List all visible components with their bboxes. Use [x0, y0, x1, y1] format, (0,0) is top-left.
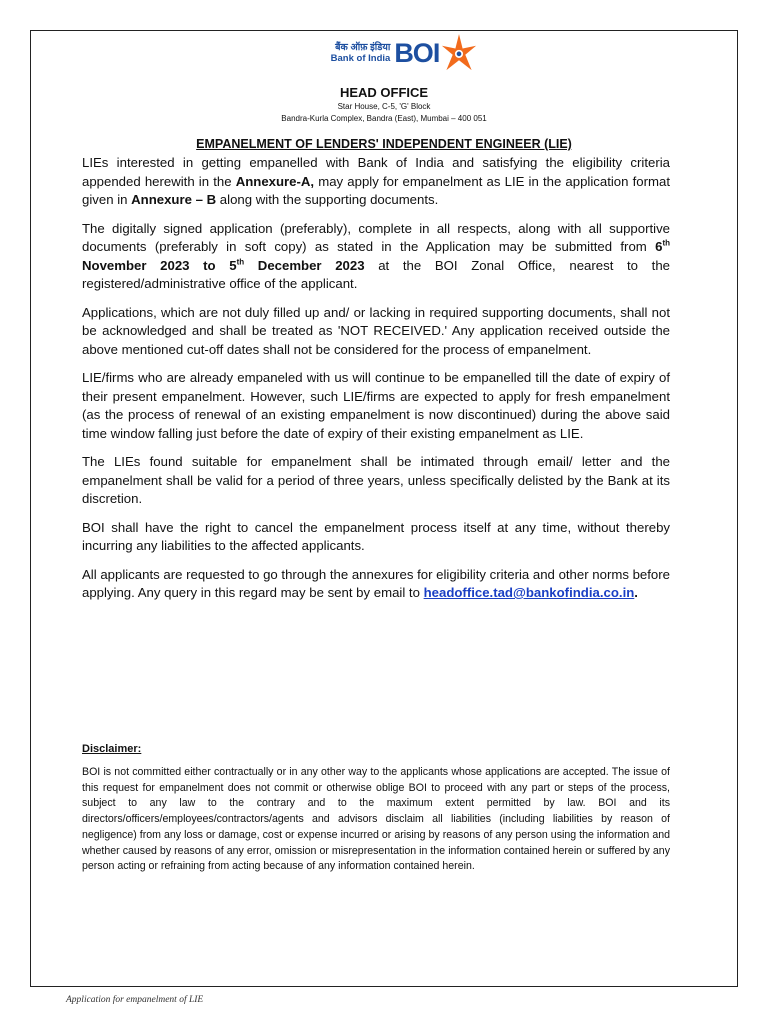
end-date: December 2023 [244, 257, 365, 273]
disclaimer-text: BOI is not committed either contractually or in any other way to the applicants whose applications are accepted. The issue of this request for empanelment does not commit or otherwise oblige BOI to proceed with any part or steps of the process, subject to any law to the contrary and to the maximum extent permitted by law. BOI and its directors/officers/employees/contractors/agents and advisors disclaim all liabilities (including liabilities by reason of negligence) from any loss or damage, cost or expense incurred or arising by reasons of any person using the information and whether caused by reasons of any error, omission or misrepresentation in the information contained herein or suffered by any person acting or refraining from acting because of any information contained herein. [82, 766, 670, 873]
text-run: . [634, 585, 638, 600]
logo-hindi-name: बैंक ऑफ़ इंडिया [335, 42, 391, 53]
paragraph-submission [82, 220, 670, 294]
paragraph-incomplete-applications: Applications, which are not duly filled up and/ or lacking in required supporting documents, shall not be acknowledged and shall be treated as 'NOT RECEIVED.' Any application received outside the above mentioned cut-off dates shall not be considered for the process of empanelment. [82, 304, 670, 357]
disclaimer-heading: Disclaimer: [82, 743, 142, 755]
text-run: along with the supporting documents. [216, 192, 439, 207]
start-day: 6 [655, 239, 663, 254]
logo-text [331, 42, 391, 64]
text-run: may apply for empanelment as LIE in the application format given in [82, 173, 670, 207]
date-range: November 2023 to 5 [82, 257, 237, 273]
text-run: at the BOI Zonal Office, nearest to the registered/administrative office of the applicant. [82, 257, 670, 291]
paragraph-query [82, 566, 670, 603]
text-run: All applicants are requested to go through the annexures for eligibility criteria and other norms before applying. Any query in this regard may be sent by email to [82, 566, 670, 600]
contact-email-link[interactable]: headoffice.tad@bankofindia.co.in [423, 585, 635, 600]
head-office-heading: HEAD OFFICE [339, 85, 429, 100]
ordinal-suffix: th [236, 257, 245, 267]
text-run: LIEs interested in getting empanelled with Bank of India and satisfying the eligibility criteria appended herewith in the [82, 155, 670, 189]
page-footer: Application for empanelment of LIE [66, 995, 204, 1005]
paragraph-cancellation: BOI shall have the right to cancel the empanelment process itself at any time, without thereby incurring any liabilities to the affected applicants. [82, 519, 670, 553]
logo-abbreviation: BOI [394, 37, 440, 68]
paragraph-eligibility [82, 154, 670, 210]
address-line-2: Bandra-Kurla Complex, Bandra (East), Mumbai – 400 051 [281, 114, 487, 123]
address-line-1: Star House, C-5, 'G' Block [337, 102, 431, 111]
document-title: EMPANELMENT OF LENDERS' INDEPENDENT ENGINEER (LIE) [196, 137, 572, 151]
star-logo-icon [441, 33, 477, 73]
paragraph-existing-empanelment: LIE/firms who are already empaneled with us will continue to be empanelled till the date of expiry of their present empanelment. However, such LIE/firms are expected to apply for fresh empanelment (as the process of renewal of an existing empanelment is now discontinued) during the above said time window falling just before the date of expiry of their existing empanelment as LIE. [82, 370, 670, 441]
paragraph-validity: The LIEs found suitable for empanelment shall be intimated through email/ letter and the empanelment shall be valid for a period of three years, unless specifically delisted by the Bank at its discretion. [82, 454, 670, 506]
text-run: The digitally signed application (preferably), complete in all respects, along with all supportive documents (preferably in soft copy) as stated in the Application may be submitted from [82, 220, 670, 254]
ordinal-suffix: th [662, 238, 670, 248]
bank-logo [31, 33, 737, 73]
annexure-a-ref: Annexure-A, [235, 173, 315, 189]
logo-english-name: Bank of India [330, 53, 391, 64]
body-text [82, 154, 670, 613]
annexure-b-ref: Annexure – B [131, 192, 217, 207]
